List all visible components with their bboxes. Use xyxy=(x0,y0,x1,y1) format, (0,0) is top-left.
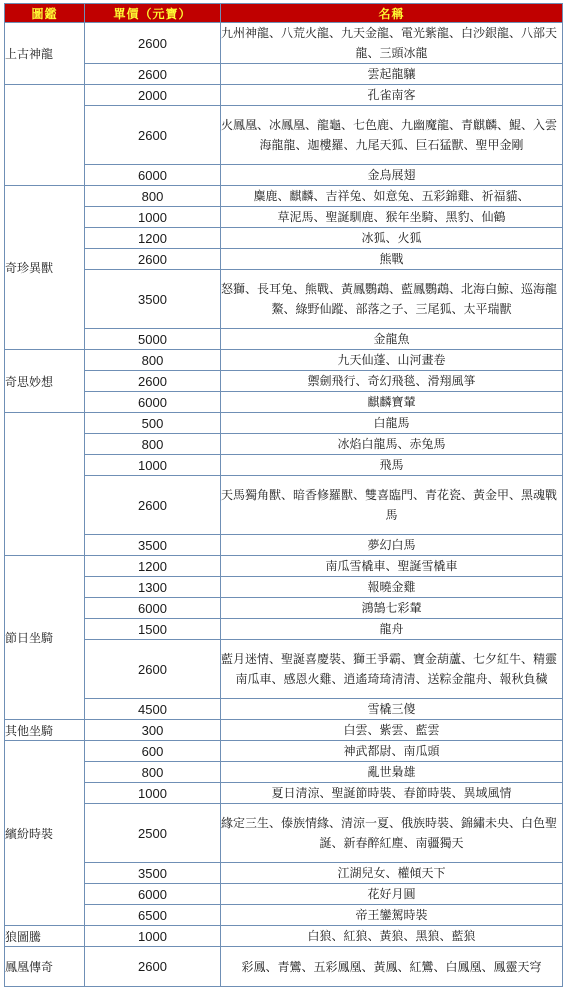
category-cell: 節日坐騎 xyxy=(5,556,85,720)
price-cell: 800 xyxy=(85,186,221,207)
names-cell: 金烏展翅 xyxy=(221,165,563,186)
table-row xyxy=(5,535,563,556)
table-row xyxy=(5,804,563,863)
mount-price-table xyxy=(4,3,563,987)
price-cell: 2600 xyxy=(85,371,221,392)
table-row xyxy=(5,186,563,207)
table-row xyxy=(5,720,563,741)
price-cell: 6500 xyxy=(85,905,221,926)
names-cell: 雪橇三傻 xyxy=(221,699,563,720)
price-cell: 800 xyxy=(85,434,221,455)
names-cell: 藍月迷情、聖誕喜慶裝、獅王爭霸、寶金葫蘆、七夕紅牛、精靈南瓜車、感恩火雞、逍遙琦琦清清、送粽金龍舟、報秋負穢 xyxy=(221,640,563,699)
table-row xyxy=(5,270,563,329)
table-row xyxy=(5,926,563,947)
table-row xyxy=(5,207,563,228)
names-cell: 南瓜雪橇車、聖誕雪橇車 xyxy=(221,556,563,577)
price-cell: 800 xyxy=(85,350,221,371)
price-cell: 1200 xyxy=(85,556,221,577)
price-cell: 2600 xyxy=(85,640,221,699)
names-cell: 雲起龍驤 xyxy=(221,64,563,85)
table-row xyxy=(5,249,563,270)
names-cell: 九州神龍、八荒火龍、九天金龍、電光紫龍、白沙銀龍、八部天龍、三頭冰龍 xyxy=(221,23,563,64)
price-cell: 1000 xyxy=(85,926,221,947)
names-cell: 白龍馬 xyxy=(221,413,563,434)
names-cell: 麋鹿、麒麟、吉祥兔、如意兔、五彩錦雞、祈福貓、 xyxy=(221,186,563,207)
price-cell: 2600 xyxy=(85,947,221,987)
table-row xyxy=(5,577,563,598)
price-cell: 1300 xyxy=(85,577,221,598)
price-cell: 300 xyxy=(85,720,221,741)
table-row xyxy=(5,947,563,987)
price-cell: 1200 xyxy=(85,228,221,249)
price-cell: 600 xyxy=(85,741,221,762)
price-cell: 2000 xyxy=(85,85,221,106)
names-cell: 金龍魚 xyxy=(221,329,563,350)
names-cell: 熊戰 xyxy=(221,249,563,270)
price-cell: 2600 xyxy=(85,106,221,165)
header-row xyxy=(5,4,563,23)
names-cell: 草泥馬、聖誕馴鹿、猴年坐騎、黑豹、仙鶴 xyxy=(221,207,563,228)
names-cell: 怒獅、長耳兔、熊戰、黃鳳鸚鵡、藍鳳鸚鵡、北海白鯨、巡海龍鰲、綠野仙蹤、部落之子、三尾狐、太平瑞獸 xyxy=(221,270,563,329)
names-cell: 飛馬 xyxy=(221,455,563,476)
names-cell: 神武都尉、南瓜頭 xyxy=(221,741,563,762)
table-row xyxy=(5,699,563,720)
names-cell: 冰狐、火狐 xyxy=(221,228,563,249)
price-cell: 3500 xyxy=(85,535,221,556)
names-cell: 白狼、紅狼、黃狼、黑狼、藍狼 xyxy=(221,926,563,947)
names-cell: 龍舟 xyxy=(221,619,563,640)
table-row xyxy=(5,392,563,413)
price-cell: 1000 xyxy=(85,455,221,476)
names-cell: 亂世梟雄 xyxy=(221,762,563,783)
table-row xyxy=(5,350,563,371)
table-row xyxy=(5,741,563,762)
price-cell: 2600 xyxy=(85,23,221,64)
names-cell: 麒麟寶輦 xyxy=(221,392,563,413)
table-row xyxy=(5,64,563,85)
price-cell: 500 xyxy=(85,413,221,434)
table-row xyxy=(5,640,563,699)
price-cell: 3500 xyxy=(85,863,221,884)
table-row xyxy=(5,413,563,434)
price-cell: 2600 xyxy=(85,476,221,535)
table-row xyxy=(5,228,563,249)
price-cell: 800 xyxy=(85,762,221,783)
category-cell: 繽紛時裝 xyxy=(5,741,85,926)
table-row xyxy=(5,106,563,165)
price-cell: 1000 xyxy=(85,783,221,804)
names-cell: 花好月圓 xyxy=(221,884,563,905)
table-row xyxy=(5,598,563,619)
header-category: 圖鑑 xyxy=(5,4,85,23)
table-row xyxy=(5,329,563,350)
names-cell: 夢幻白馬 xyxy=(221,535,563,556)
names-cell: 白雲、紫雲、藍雲 xyxy=(221,720,563,741)
names-cell: 彩鳳、青鸞、五彩鳳凰、黃鳳、紅鸞、白鳳凰、鳳靈天穹 xyxy=(221,947,563,987)
names-cell: 鴻鵠七彩輦 xyxy=(221,598,563,619)
table-row xyxy=(5,455,563,476)
price-cell: 6000 xyxy=(85,392,221,413)
names-cell: 帝王鑾駕時裝 xyxy=(221,905,563,926)
price-cell: 2600 xyxy=(85,64,221,85)
price-cell: 5000 xyxy=(85,329,221,350)
names-cell: 火鳳凰、冰鳳凰、龍龜、七色鹿、九幽魔龍、青麒麟、鯤、入雲海龍龍、迦樓羅、九尾天狐、巨石猛獸、聖甲金剛 xyxy=(221,106,563,165)
category-cell: 狼圖騰 xyxy=(5,926,85,947)
table-row xyxy=(5,863,563,884)
names-cell: 九天仙蓬、山河畫卷 xyxy=(221,350,563,371)
names-cell: 禦劍飛行、奇幻飛毯、滑翔風箏 xyxy=(221,371,563,392)
table-row xyxy=(5,905,563,926)
category-cell xyxy=(5,413,85,556)
table-row xyxy=(5,23,563,64)
category-cell: 其他坐騎 xyxy=(5,720,85,741)
price-cell: 4500 xyxy=(85,699,221,720)
price-cell: 6000 xyxy=(85,884,221,905)
names-cell: 江湖兒女、權傾天下 xyxy=(221,863,563,884)
table-row xyxy=(5,884,563,905)
price-cell: 6000 xyxy=(85,165,221,186)
category-cell: 奇珍異獸 xyxy=(5,186,85,350)
category-cell: 上古神龍 xyxy=(5,23,85,85)
header-price: 單價（元寶） xyxy=(85,4,221,23)
names-cell: 冰焰白龍馬、赤兔馬 xyxy=(221,434,563,455)
category-cell: 鳳凰傳奇 xyxy=(5,947,85,987)
price-cell: 1000 xyxy=(85,207,221,228)
header-names: 名稱 xyxy=(221,4,563,23)
category-cell xyxy=(5,85,85,186)
price-cell: 2500 xyxy=(85,804,221,863)
table-body xyxy=(5,23,563,987)
names-cell: 天馬獨角獸、暗香修羅獸、雙喜臨門、青花瓷、黃金甲、黑魂戰馬 xyxy=(221,476,563,535)
price-cell: 6000 xyxy=(85,598,221,619)
names-cell: 孔雀南客 xyxy=(221,85,563,106)
table-row xyxy=(5,556,563,577)
names-cell: 夏日清涼、聖誕節時裝、春節時裝、異域風情 xyxy=(221,783,563,804)
table-row xyxy=(5,476,563,535)
table-row xyxy=(5,165,563,186)
price-cell: 1500 xyxy=(85,619,221,640)
price-cell: 2600 xyxy=(85,249,221,270)
table-row xyxy=(5,783,563,804)
price-cell: 3500 xyxy=(85,270,221,329)
table-row xyxy=(5,85,563,106)
table-row xyxy=(5,434,563,455)
category-cell: 奇思妙想 xyxy=(5,350,85,413)
names-cell: 緣定三生、傣族情緣、清涼一夏、俄族時裝、錦繡未央、白色聖誕、新春醉紅塵、南疆獨天 xyxy=(221,804,563,863)
table-row xyxy=(5,371,563,392)
names-cell: 報曉金雞 xyxy=(221,577,563,598)
table-row xyxy=(5,619,563,640)
table-row xyxy=(5,762,563,783)
